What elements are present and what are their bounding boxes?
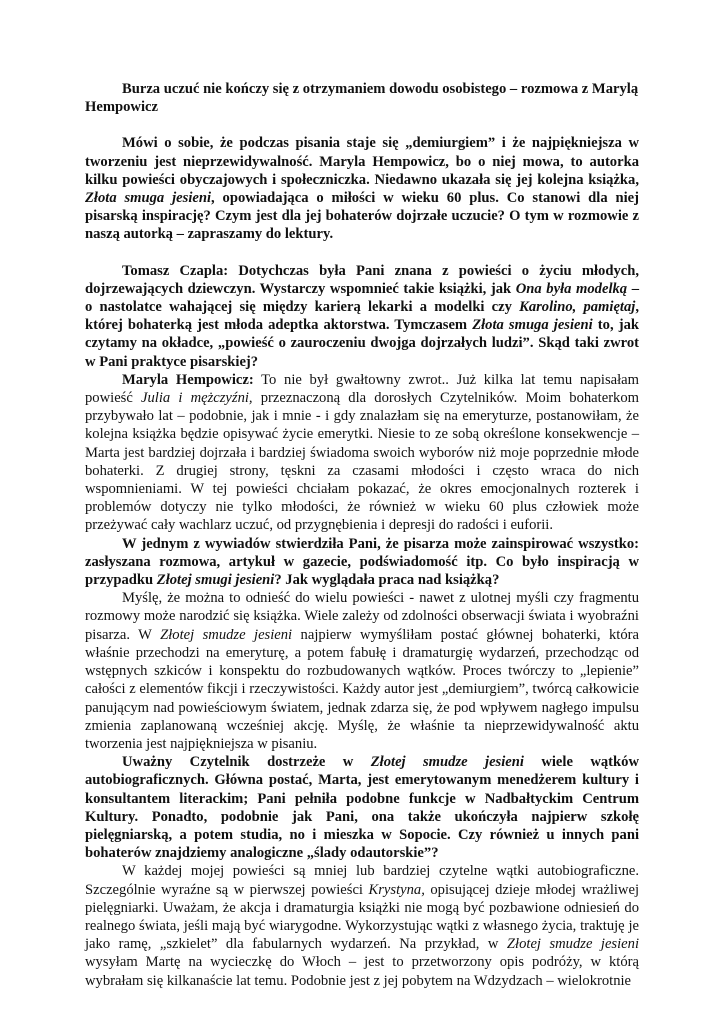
question-text: to, jak czytamy na okładce, „powieść o zauroczeniu dwojga dojrzałych ludzi”. Skąd taki zwrot w Pani praktyce pisarskiej? <box>85 317 639 370</box>
book-title: Złotej smudze jesieni <box>506 936 639 953</box>
question-paragraph <box>85 535 639 590</box>
question-text: wiele wątków autobiograficznych. Główna postać, Marta, jest emerytowanym menedżerem kultury i konsultantem literackim; Pani pełniła podobne funkcje w Nadbałtyckim Centrum Kultury. Ponadto, podobnie jak Pani, ona także ukończyła najpierw szkołę pielęgniarską, a potem studia, no i mieszka w Sopocie. Czy również u innych pani bohaterów znajdziemy analogiczne „ślady odautorskie”? <box>85 754 639 862</box>
answer-text: Myślę, że można to odnieść do wielu powieści - nawet z ulotnej myśli czy fragmentu rozmowy może narodzić się książka. Wiele zależy od zdolności obserwacji świata i wyobraźni pisarza. W <box>85 590 639 643</box>
speaker-label: Maryla Hempowicz: <box>122 371 254 388</box>
book-title: Złotej smudze jesieni <box>160 626 293 643</box>
answer-text: przeznaczoną dla dorosłych Czytelników. Moim bohaterkom przybywało lat – podobnie, jak i mnie - i gdy znalazłam się na emeryturze, postanowiłam, że kolejna książka będzie opisywać życie emerytki. Niesie to ze sobą określone konsekwencje – Marta jest bardziej dojrzała i bardziej świadoma swoich wyborów niż moje poprzednie młode bohaterki. Z drugiej strony, tęskni za czasami młodości i często wraca do nich wspomnieniami. W tej powieści chciałam pokazać, że okres emocjonalnych rozterek i problemów dotyczy nie tylko młodości, że również w wieku 60 plus człowiek może przeżywać cały wachlarz uczuć, od przygnębienia i depresji do radości i euforii. <box>85 390 639 534</box>
answer-text: najpierw wymyśliłam postać głównej bohaterki, która właśnie przechodzi na emeryturę, a potem fabułę i dramaturgię wydarzeń, przechodząc od wstępnych szkiców i konspektu do rozbudowanych wątków. Proces twórczy to „lepienie” całości z elementów fikcji i rzeczywistości. Każdy autor jest „demiurgiem”, twórcą całkowicie panującym nad powieściowym światem, jednak zdarza się, że pod wpływem nagłego impulsu zmienia zaplanowaną wcześniej akcję. Myślę, że właśnie ta nieprzewidywalność aktu tworzenia jest najpiękniejsza w pisaniu. <box>85 626 640 752</box>
book-title: Ona była modelką <box>515 280 628 297</box>
book-title: Złota smuga jesieni <box>85 190 212 207</box>
lead-text: Mówi o sobie, że podczas pisania staje się „demiurgiem” i że najpiękniejsza w tworzeniu jest nieprzewidywalność. Maryla Hempowicz, bo o niej mowa, to autorka kilku powieści obyczajowych i społeczniczka. Niedawno ukazała się jej kolejna książka, <box>85 135 639 188</box>
question-text: Tomasz Czapla: Dotychczas była Pani znana z powieści o życiu młodych, dojrzewających dziewczyn. Wystarczy wspomnieć takie książki, jak <box>85 262 639 297</box>
question-paragraph <box>85 753 639 862</box>
book-title: Złotej smudze jesieni <box>370 754 524 771</box>
question-text: W jednym z wywiadów stwierdziła Pani, że pisarza może zainspirować wszystko: zasłyszana rozmowa, artykuł w gazecie, podświadomość itp. Co było inspiracją w przypadku <box>85 535 639 589</box>
answer-paragraph <box>85 589 639 753</box>
answer-paragraph <box>85 371 639 535</box>
lead-paragraph <box>85 134 639 243</box>
book-title: Złotej smugi jesieni <box>156 572 275 589</box>
book-title: Karolino, pamiętaj <box>519 299 636 316</box>
answer-text: To nie był gwałtowny zwrot.. Już kilka lat temu napisałam powieść <box>85 371 639 407</box>
question-text: Uważny Czytelnik dostrzeże w <box>122 754 371 771</box>
lead-text: , opowiadająca o miłości w wieku 60 plus. Co stanowi dla niej pisarską inspirację? Czym jest dla jej bohaterów dojrzałe uczucie? O tym w rozmowie z naszą autorką – zapraszamy do lektury. <box>85 190 639 243</box>
question-text: – o nastolatce wahającej się między karierą lekarki a modelki czy <box>85 280 639 316</box>
document-page <box>85 80 639 990</box>
question-text: ? Jak wyglądała praca nad książką? <box>274 572 500 589</box>
answer-text: opisującej dzieje młodej wrażliwej pielęgniarki. Uważam, że akcja i dramaturgia książki nie mogą być pozbawione odniesień do realnego świata, jeśli mają być wiarygodne. Wykorzystując wątki z własnego życia, traktuję je jako ramę, „szkielet” dla fabularnych wydarzeń. Na przykład, w <box>85 881 640 953</box>
answer-paragraph <box>85 862 639 989</box>
article-title: Burza uczuć nie kończy się z otrzymaniem dowodu osobistego – rozmowa z Marylą Hempowicz <box>85 81 639 116</box>
book-title: Krystyna, <box>368 881 425 898</box>
answer-text: W każdej mojej powieści są mniej lub bardziej czytelne wątki autobiograficzne. Szczególnie wyraźne są w pierwszej powieści <box>85 863 639 898</box>
book-title: Złota smuga jesieni <box>472 317 593 334</box>
book-title: Julia i mężczyźni, <box>141 390 253 407</box>
question-text: , której bohaterką jest młoda adeptka aktorstwa. Tymczasem <box>85 299 639 334</box>
answer-text: wysyłam Martę na wycieczkę do Włoch – jest to przetworzony opis podróży, w którą wybrałam się kilkanaście lat temu. Podobnie jest z jej pobytem na Wdzydzach – wielokrotnie <box>85 954 639 989</box>
question-paragraph <box>85 262 639 371</box>
